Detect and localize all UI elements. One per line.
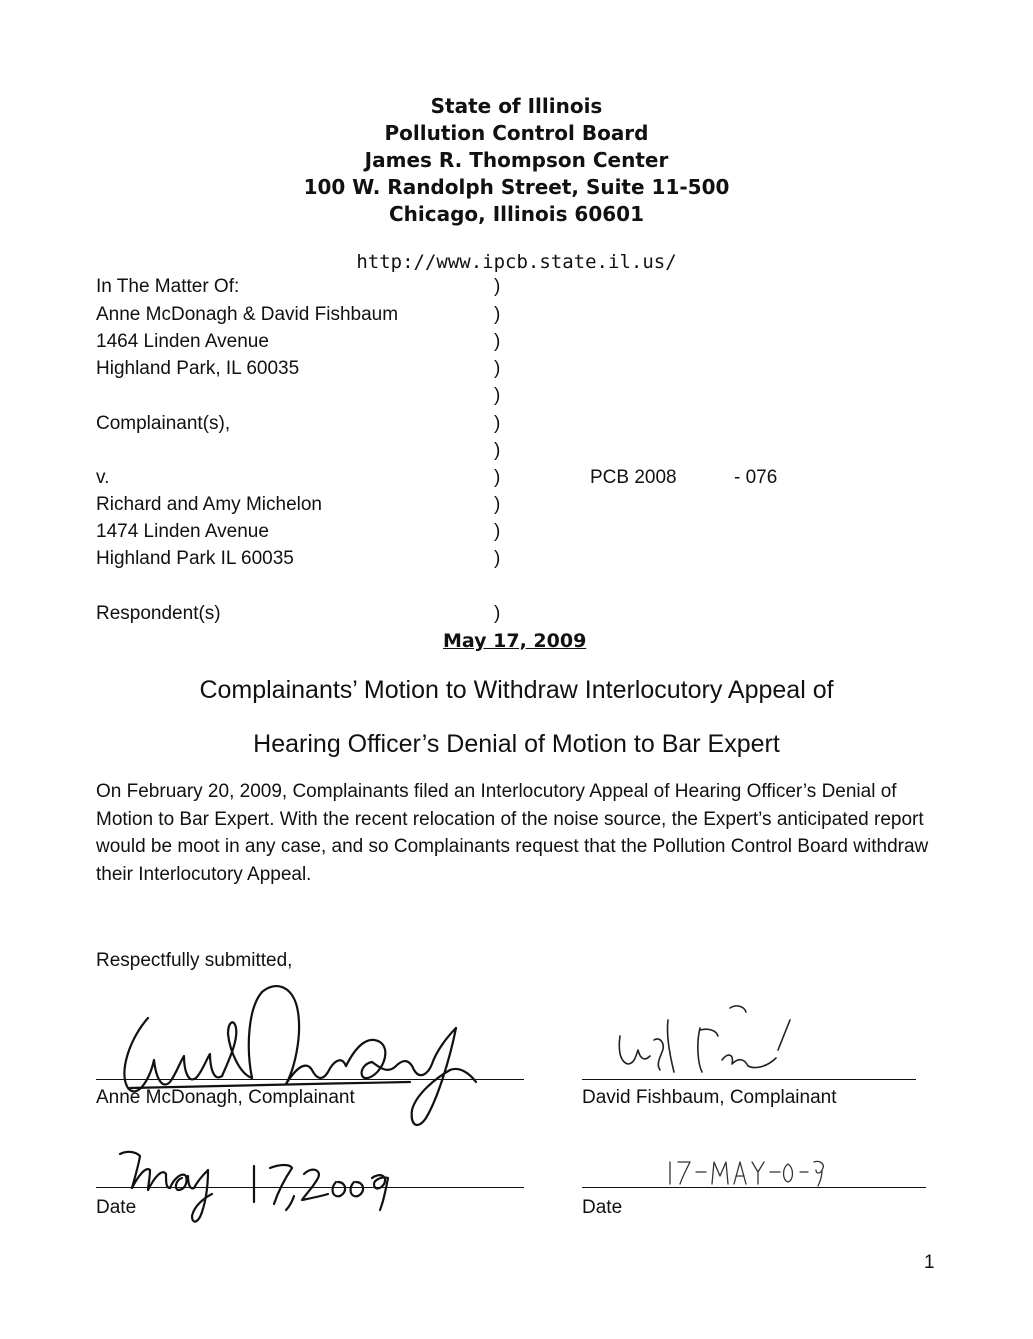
right-signer-name: David Fishbaum, Complainant [582, 1087, 837, 1108]
left-signature-line [96, 1079, 524, 1080]
complainant-city: Highland Park, IL 60035 [96, 358, 300, 379]
caption-paren: ) [494, 521, 501, 542]
caption-paren: ) [494, 603, 501, 624]
motion-title-line1: Complainants’ Motion to Withdraw Interlocutory Appeal of [199, 676, 834, 704]
case-number-suffix: - 076 [734, 467, 778, 488]
motion-title-line2: Hearing Officer’s Denial of Motion to Bar Expert [253, 730, 780, 758]
signature-david-fishbaum [600, 1000, 860, 1085]
caption-paren: ) [494, 548, 501, 569]
case-number-prefix: PCB 2008 [590, 467, 677, 488]
header-url[interactable]: http://www.ipcb.state.il.us/ [356, 251, 677, 273]
caption-paren: ) [494, 276, 501, 297]
header-line-street: 100 W. Randolph Street, Suite 11-500 [303, 175, 730, 199]
complainant-label: Complainant(s), [96, 413, 231, 434]
caption-paren: ) [494, 440, 501, 461]
handwritten-date-left [108, 1140, 408, 1230]
signature-anne-mcdonagh [110, 978, 490, 1138]
caption-paren: ) [494, 413, 501, 434]
respondent-names: Richard and Amy Michelon [96, 494, 322, 515]
closing-text: Respectfully submitted, [96, 950, 293, 971]
versus-label: v. [96, 467, 110, 488]
left-signer-name: Anne McDonagh, Complainant [96, 1087, 355, 1108]
caption-paren: ) [494, 304, 501, 325]
complainant-names: Anne McDonagh & David Fishbaum [96, 304, 399, 325]
caption-paren: ) [494, 358, 501, 379]
caption-paren: ) [494, 385, 501, 406]
caption-paren: ) [494, 331, 501, 352]
header-line-board: Pollution Control Board [384, 121, 649, 145]
matter-label: In The Matter Of: [96, 276, 240, 297]
right-signature-line [582, 1079, 916, 1080]
right-date-line [582, 1187, 926, 1188]
page-number: 1 [924, 1252, 935, 1273]
right-date-label: Date [582, 1197, 623, 1218]
respondent-street: 1474 Linden Avenue [96, 521, 269, 542]
left-date-label: Date [96, 1197, 137, 1218]
handwritten-date-right [660, 1150, 860, 1190]
header-line-center: James R. Thompson Center [364, 148, 669, 172]
caption-paren: ) [494, 494, 501, 515]
respondent-label: Respondent(s) [96, 603, 221, 624]
filing-date: May 17, 2009 [443, 630, 587, 652]
header-line-city: Chicago, Illinois 60601 [388, 202, 645, 226]
left-date-line [96, 1187, 524, 1188]
caption-paren: ) [494, 467, 501, 488]
respondent-city: Highland Park IL 60035 [96, 548, 294, 569]
header-line-state: State of Illinois [430, 94, 603, 118]
motion-body-paragraph: On February 20, 2009, Complainants filed an Interlocutory Appeal of Hearing Officer’s Denial of Motion to Bar Expert. With the recent relocation of the noise source, the Expert’s anticipated report would be moot in any case, and so Complainants request that the Pollution Control Board withdraw their Interlocutory Appeal. [96, 781, 929, 885]
complainant-street: 1464 Linden Avenue [96, 331, 269, 352]
